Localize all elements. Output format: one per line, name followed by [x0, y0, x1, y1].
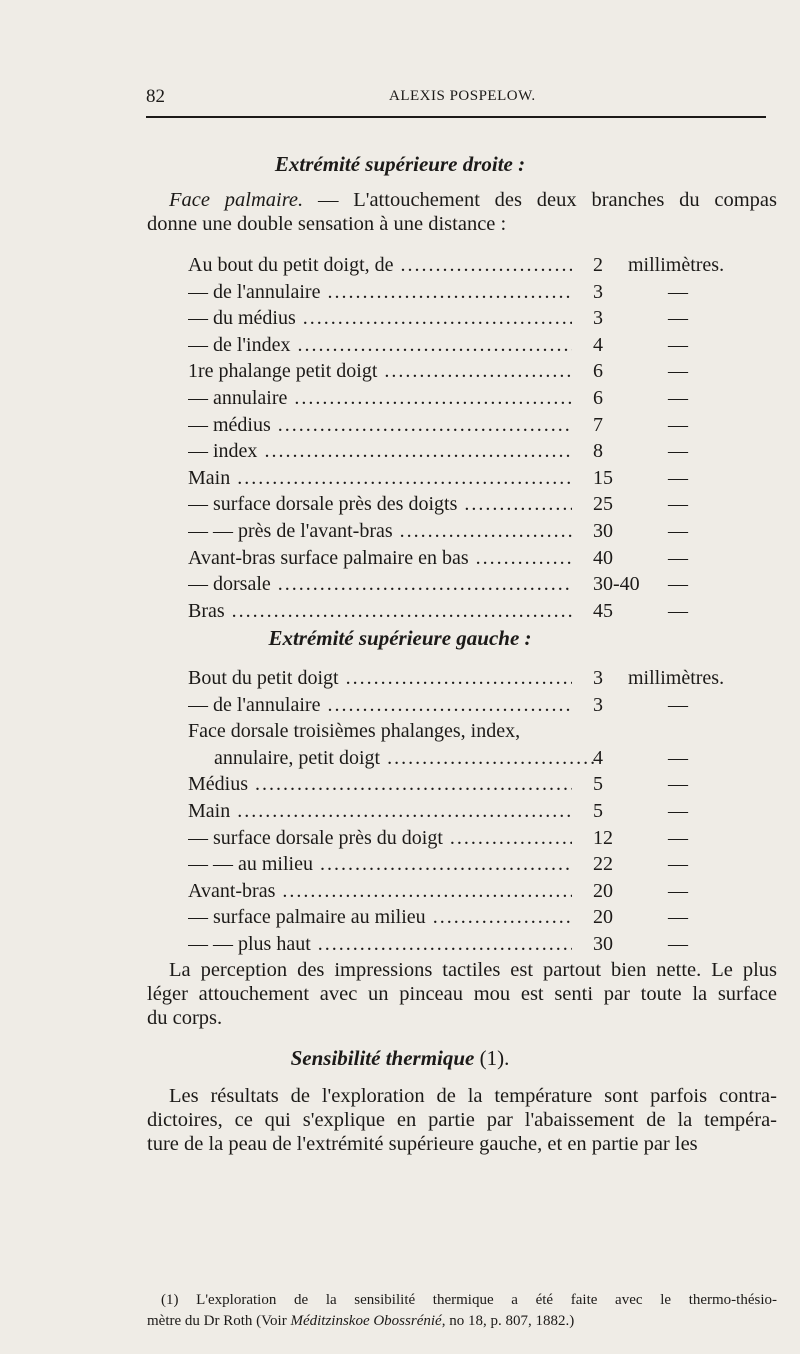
footnote-text-a: mètre du Dr Roth (Voir	[147, 1313, 291, 1329]
row-unit: —	[668, 360, 688, 383]
row-label: Main .....	[188, 465, 572, 492]
table-row	[188, 332, 748, 359]
row-value: 3	[593, 307, 603, 330]
thermal-title-text: Sensibilité thermique	[290, 1046, 475, 1070]
row-label: — index .....	[188, 438, 572, 465]
row-value: 45	[593, 599, 613, 622]
table-row	[188, 279, 748, 306]
table-row	[188, 798, 748, 825]
row-unit: —	[668, 280, 688, 303]
row-unit: —	[668, 546, 688, 569]
row-label: 1re phalange petit doigt .....	[188, 358, 572, 385]
results-line-2: dictoires, ce qui s'explique en partie par l'abaissement de la tempéra-	[147, 1109, 777, 1131]
perception-line-3: du corps.	[147, 1007, 223, 1029]
row-value: 5	[593, 773, 603, 796]
row-label: — annulaire .....	[188, 385, 572, 412]
table-row	[188, 931, 748, 958]
row-label: — de l'index .....	[188, 332, 572, 359]
header-rule	[146, 116, 766, 118]
intro-paragraph	[147, 188, 777, 236]
table-row	[188, 358, 748, 385]
row-value: 7	[593, 413, 603, 436]
row-unit: —	[668, 879, 688, 902]
intro-italic: Face palmaire.	[169, 189, 304, 211]
row-unit: —	[668, 307, 688, 330]
row-value: 8	[593, 440, 603, 463]
perception-line-2: léger attouchement avec un pinceau mou est senti par toute la surface	[147, 983, 777, 1005]
footnote-line-2	[147, 1311, 777, 1332]
row-label: Avant-bras surface palmaire en bas .....	[188, 545, 572, 572]
footnote-journal: Méditzinskoe Obossrénié	[290, 1313, 442, 1329]
section-title-left: Extrémité supérieure gauche :	[268, 626, 532, 650]
results-line-1: Les résultats de l'exploration de la température sont parfois contra-	[169, 1085, 777, 1107]
row-value: 15	[593, 466, 613, 489]
row-value: 30-40	[593, 573, 640, 596]
table-row	[188, 904, 748, 931]
row-unit: —	[668, 440, 688, 463]
row-value: 40	[593, 546, 613, 569]
table-row	[188, 878, 748, 905]
row-value: 3	[593, 693, 603, 716]
row-unit: —	[668, 906, 688, 929]
row-label: Avant-bras .....	[188, 878, 572, 905]
row-unit: —	[668, 333, 688, 356]
measurement-table-right	[188, 252, 748, 624]
row-label: Médius .....	[188, 771, 572, 798]
row-label: — — plus haut .....	[188, 931, 572, 958]
table-row	[188, 252, 748, 279]
footnote	[147, 1290, 777, 1332]
row-label: Face dorsale troisièmes phalanges, index,	[188, 720, 521, 743]
running-title: ALEXIS POSPELOW.	[389, 88, 536, 104]
table-row	[188, 851, 748, 878]
intro-text: — L'attouchement des deux branches du compas	[303, 189, 777, 211]
table-row	[188, 438, 748, 465]
page-header	[146, 86, 766, 112]
row-unit: —	[668, 386, 688, 409]
row-label: — — au milieu .....	[188, 851, 572, 878]
row-value: 12	[593, 826, 613, 849]
row-unit: —	[668, 573, 688, 596]
row-unit: —	[668, 413, 688, 436]
section-title-thermal	[0, 1046, 800, 1071]
row-unit: —	[668, 853, 688, 876]
perception-paragraph	[147, 958, 777, 1030]
row-value: 6	[593, 360, 603, 383]
row-value: 20	[593, 879, 613, 902]
row-unit: millimètres.	[628, 667, 725, 689]
row-label: — médius .....	[188, 412, 572, 439]
row-label: Main .....	[188, 798, 572, 825]
table-row	[188, 518, 748, 545]
row-unit: —	[668, 693, 688, 716]
row-label: — surface dorsale près du doigt .....	[188, 825, 572, 852]
intro-line-2: donne une double sensation à une distance :	[147, 213, 507, 235]
table-row	[188, 545, 748, 572]
footnote-line-1: (1) L'exploration de la sensibilité thermique a été faite avec le thermo-thésio-	[161, 1292, 777, 1308]
row-value: 2	[593, 254, 603, 276]
row-unit: —	[668, 466, 688, 489]
row-unit: millimètres.	[628, 254, 725, 276]
row-value: 30	[593, 932, 613, 955]
row-label: — surface dorsale près des doigts .....	[188, 491, 572, 518]
measurement-table-left	[188, 665, 748, 958]
row-label: — de l'annulaire .....	[188, 279, 572, 306]
intro-line-1	[147, 188, 777, 212]
row-label: annulaire, petit doigt .....	[188, 745, 598, 772]
row-value: 3	[593, 280, 603, 303]
row-value: 5	[593, 799, 603, 822]
row-label: — du médius .....	[188, 305, 572, 332]
row-value: 20	[593, 906, 613, 929]
section-title-right: Extrémité supérieure droite :	[274, 152, 526, 176]
row-value: 3	[593, 667, 603, 689]
table-row	[188, 745, 748, 772]
table-row	[188, 571, 748, 598]
row-value: 30	[593, 519, 613, 542]
row-value: 6	[593, 386, 603, 409]
row-value: 22	[593, 853, 613, 876]
table-row	[188, 598, 748, 625]
table-row	[188, 771, 748, 798]
row-value: 4	[593, 333, 603, 356]
row-unit: —	[668, 799, 688, 822]
row-unit: —	[668, 493, 688, 516]
page-number: 82	[146, 86, 165, 107]
table-row	[188, 665, 748, 692]
table-row	[188, 692, 748, 719]
results-paragraph	[147, 1084, 777, 1156]
row-label: — surface palmaire au milieu .....	[188, 904, 572, 931]
row-unit: —	[668, 826, 688, 849]
table-row	[188, 718, 748, 745]
row-unit: —	[668, 519, 688, 542]
table-row	[188, 385, 748, 412]
row-label: Au bout du petit doigt, de .....	[188, 252, 572, 279]
table-row	[188, 465, 748, 492]
thermal-title-note: (1).	[474, 1046, 510, 1070]
row-label: — — près de l'avant-bras .....	[188, 518, 572, 545]
table-row	[188, 491, 748, 518]
row-label: Bras .....	[188, 598, 572, 625]
row-unit: —	[668, 932, 688, 955]
row-unit: —	[668, 599, 688, 622]
table-row	[188, 305, 748, 332]
row-label: — de l'annulaire .....	[188, 692, 572, 719]
row-value: 25	[593, 493, 613, 516]
footnote-text-b: , no 18, p. 807, 1882.)	[441, 1313, 575, 1329]
perception-line-1: La perception des impressions tactiles est partout bien nette. Le plus	[169, 959, 777, 981]
row-label: — dorsale .....	[188, 571, 572, 598]
row-unit: —	[668, 746, 688, 769]
row-label: Bout du petit doigt .....	[188, 665, 572, 692]
table-row	[188, 412, 748, 439]
table-row	[188, 825, 748, 852]
row-unit: —	[668, 773, 688, 796]
results-line-3: ture de la peau de l'extrémité supérieure gauche, et en partie par les	[147, 1133, 698, 1155]
row-value: 4	[593, 746, 603, 769]
